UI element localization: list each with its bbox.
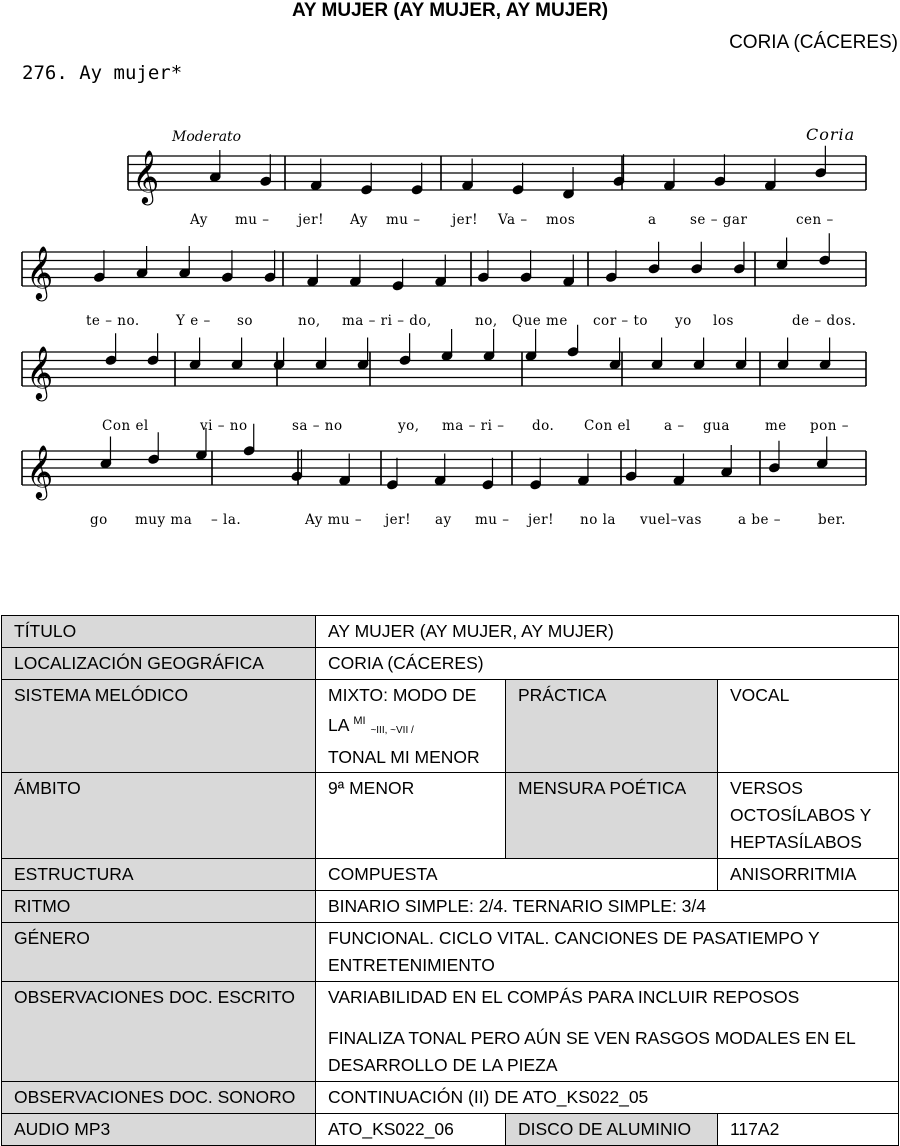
lyric-syllable: cen –	[796, 212, 834, 228]
obs-escrito-2: FINALIZA TONAL PERO AÚN SE VEN RASGOS MODALES EN EL DESARROLLO DE LA PIEZA	[328, 1028, 856, 1075]
label-disco: DISCO DE ALUMINIO	[506, 1114, 718, 1146]
lyric-syllable: vi – no	[200, 418, 248, 434]
value-disco: 117A2	[718, 1114, 899, 1146]
staff-1	[128, 156, 866, 190]
lyric-syllable: no,	[475, 313, 498, 329]
lyric-syllable: go	[90, 512, 108, 528]
label-mensura: MENSURA POÉTICA	[506, 773, 718, 859]
lyric-syllable: Con el	[584, 418, 631, 434]
lyric-syllable: yo,	[398, 418, 420, 434]
label-obs-escrito: OBSERVACIONES DOC. ESCRITO	[2, 982, 316, 1082]
value-audio: ATO_KS022_06	[316, 1114, 506, 1146]
sistema-tonal: TONAL MI MENOR	[328, 747, 480, 767]
treble-clef: 𝄞	[26, 444, 54, 498]
lyric-syllable: jer!	[528, 512, 555, 528]
lyric-syllable: cor – to	[593, 313, 649, 329]
lyric-syllable: no,	[298, 313, 321, 329]
lyric-syllable: no la	[580, 512, 616, 528]
lyric-syllable: de – dos.	[792, 313, 857, 329]
label-ritmo: RITMO	[2, 891, 316, 923]
tempo-marking: Moderato	[172, 129, 242, 145]
page-location: CORIA (CÁCERES)	[729, 32, 898, 53]
value-ritmo: BINARIO SIMPLE: 2/4. TERNARIO SIMPLE: 3/4	[316, 891, 899, 923]
value-sistema	[316, 680, 506, 773]
value-titulo: AY MUJER (AY MUJER, AY MUJER)	[316, 616, 899, 648]
row-sistema	[2, 680, 899, 773]
lyric-syllable: – la.	[211, 512, 242, 528]
value-mensura: VERSOS OCTOSÍLABOS Y HEPTASÍLABOS	[718, 773, 899, 859]
label-localizacion: LOCALIZACIÓN GEOGRÁFICA	[2, 648, 316, 680]
lyric-syllable: yo	[675, 313, 692, 329]
lyric-syllable: te – no.	[86, 313, 140, 329]
page-title: AY MUJER (AY MUJER, AY MUJER)	[291, 0, 609, 21]
label-sistema: SISTEMA MELÓDICO	[2, 680, 316, 773]
label-estructura: ESTRUCTURA	[2, 859, 316, 891]
lyric-syllable: ber.	[818, 512, 846, 528]
row-audio	[2, 1114, 899, 1146]
value-genero: FUNCIONAL. CICLO VITAL. CANCIONES DE PASATIEMPO Y ENTRETENIMIENTO	[316, 923, 899, 982]
lyric-syllable: gua	[703, 418, 730, 434]
lyric-syllable: ma – ri –	[442, 418, 505, 434]
label-obs-sonoro: OBSERVACIONES DOC. SONORO	[2, 1082, 316, 1114]
label-ambito: ÁMBITO	[2, 773, 316, 859]
value-ambito: 9ª MENOR	[316, 773, 506, 859]
score-number: 276. Ay mujer*	[22, 62, 183, 84]
music-score	[0, 55, 900, 555]
treble-clef: 𝄞	[26, 245, 54, 299]
lyric-syllable: vuel–vas	[640, 512, 702, 528]
lyric-syllable: Va –	[498, 212, 528, 228]
sistema-sub: ~III, ~VII /	[370, 725, 414, 736]
row-localizacion	[2, 648, 899, 680]
value-obs-sonoro: CONTINUACIÓN (II) DE ATO_KS022_05	[316, 1082, 899, 1114]
lyric-syllable: a –	[664, 418, 685, 434]
lyric-syllable: pon –	[810, 418, 850, 434]
treble-clef: 𝄞	[26, 345, 54, 399]
lyric-syllable: jer!	[385, 512, 412, 528]
lyric-syllable: so	[237, 313, 254, 329]
obs-escrito-1: VARIABILIDAD EN EL COMPÁS PARA INCLUIR REPOSOS	[328, 987, 800, 1007]
label-audio: AUDIO MP3	[2, 1114, 316, 1146]
lyric-syllable: muy ma	[135, 512, 193, 528]
lyric-syllable: los	[713, 313, 734, 329]
row-obs-escrito	[2, 982, 899, 1082]
lyric-syllable: Con el	[102, 418, 149, 434]
value-localizacion: CORIA (CÁCERES)	[316, 648, 899, 680]
lyric-syllable: Que me	[512, 313, 568, 329]
lyric-syllable: sa – no	[292, 418, 343, 434]
lyric-syllable: Ay	[350, 212, 368, 228]
lyric-syllable: mu –	[475, 512, 510, 528]
row-ritmo	[2, 891, 899, 923]
score-origin: Coria	[806, 125, 856, 144]
label-genero: GÉNERO	[2, 923, 316, 982]
row-titulo	[2, 616, 899, 648]
lyric-syllable: a be –	[738, 512, 782, 528]
row-ambito	[2, 773, 899, 859]
lyric-syllable: jer!	[298, 212, 325, 228]
metadata-table	[1, 615, 899, 1146]
lyric-syllable: me	[765, 418, 787, 434]
lyric-syllable: ma – ri – do,	[342, 313, 432, 329]
treble-clef: 𝄞	[132, 149, 160, 203]
lyric-syllable: do.	[532, 418, 555, 434]
lyric-syllable: Ay	[190, 212, 208, 228]
sistema-modo: MIXTO: MODO DE LA	[328, 685, 477, 735]
lyric-syllable: jer!	[452, 212, 479, 228]
lyric-syllable: mu –	[386, 212, 421, 228]
row-genero	[2, 923, 899, 982]
value-obs-escrito	[316, 982, 899, 1082]
lyric-syllable: mos	[546, 212, 576, 228]
value-practica: VOCAL	[718, 680, 899, 773]
row-obs-sonoro	[2, 1082, 899, 1114]
row-estructura	[2, 859, 899, 891]
lyric-syllable: mu –	[235, 212, 270, 228]
lyric-syllable: Ay mu –	[305, 512, 363, 528]
value-estructura: COMPUESTA	[316, 859, 718, 891]
sistema-sup: MI	[353, 715, 366, 727]
label-practica: PRÁCTICA	[506, 680, 718, 773]
lyric-syllable: a	[648, 212, 657, 228]
lyric-syllable: se – gar	[690, 212, 748, 228]
lyric-syllable: ay	[435, 512, 452, 528]
label-titulo: TÍTULO	[2, 616, 316, 648]
lyric-syllable: Y e –	[176, 313, 211, 329]
value-estructura-2: ANISORRITMIA	[718, 859, 899, 891]
